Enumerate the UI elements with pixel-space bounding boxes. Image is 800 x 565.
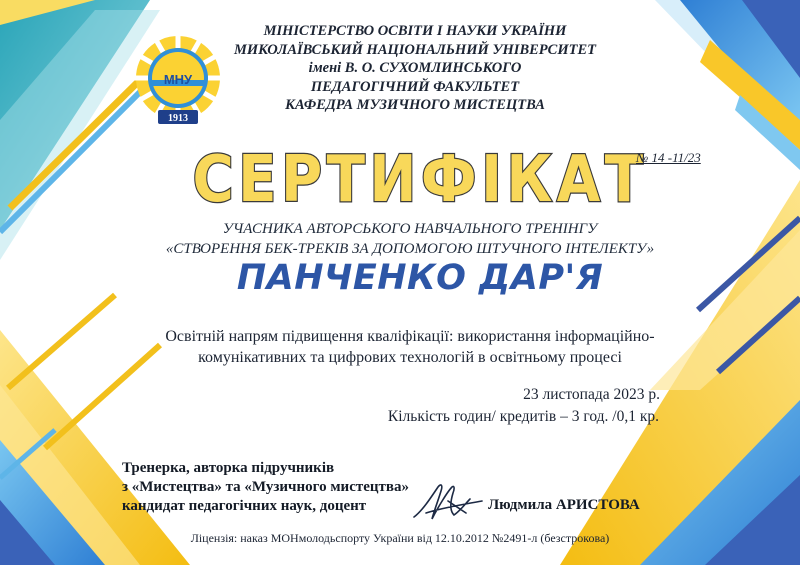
subtitle-line: УЧАСНИКА АВТОРСЬКОГО НАВЧАЛЬНОГО ТРЕНІНГУ	[222, 221, 598, 237]
signer-name: Людмила АРИСТОВА	[488, 497, 640, 513]
emblem-text: МНУ	[163, 72, 193, 87]
header-line: імені В. О. СУХОМЛИНСЬКОГО	[308, 60, 522, 76]
title-text: СЕРТИФІКАТ	[192, 143, 648, 217]
trainer-credentials	[122, 459, 409, 516]
header-line: МИКОЛАЇВСЬКИЙ НАЦІОНАЛЬНИЙ УНІВЕРСИТЕТ	[233, 41, 596, 58]
certificate-number: № 14 -11/23	[636, 150, 701, 165]
subtitle-line: «СТВОРЕННЯ БЕК-ТРЕКІВ ЗА ДОПОМОГОЮ ШТУЧНОГО ІНТЕЛЕКТУ»	[165, 241, 655, 257]
trainer-line: Тренерка, авторка підручників	[122, 460, 335, 476]
institution-header	[205, 22, 625, 115]
trainer-line: з «Мистецтва» та «Музичного мистецтва»	[122, 479, 409, 495]
direction-line: комунікативних та цифрових технологій в освітньому процесі	[198, 349, 622, 366]
trainer-line: кандидат педагогічних наук, доцент	[122, 498, 367, 514]
issue-date: 23 листопада 2023 р.	[523, 386, 660, 403]
header-line: МІНІСТЕРСТВО ОСВІТИ І НАУКИ УКРАЇНИ	[263, 23, 567, 39]
certificate-title	[185, 139, 655, 219]
recipient-name: ПАНЧЕНКО ДАР'Я	[236, 258, 604, 298]
license-note: Ліцензія: наказ МОНмолодьспорту України від 12.10.2012 №2491-л (безстрокова)	[190, 531, 610, 545]
participant-subtitle	[110, 219, 710, 259]
bottom-left-stripe	[8, 295, 115, 388]
header-line: ПЕДАГОГІЧНИЙ ФАКУЛЬТЕТ	[310, 78, 520, 95]
handwritten-signature	[408, 477, 486, 525]
emblem-year: 1913	[168, 113, 188, 124]
hours-credits: Кількість годин/ кредитів – 3 год. /0,1 кр.	[387, 408, 659, 425]
header-line: КАФЕДРА МУЗИЧНОГО МИСТЕЦТВА	[285, 97, 545, 113]
training-direction	[110, 326, 710, 368]
direction-line: Освітній напрям підвищення кваліфікації: використання інформаційно-	[165, 328, 655, 345]
